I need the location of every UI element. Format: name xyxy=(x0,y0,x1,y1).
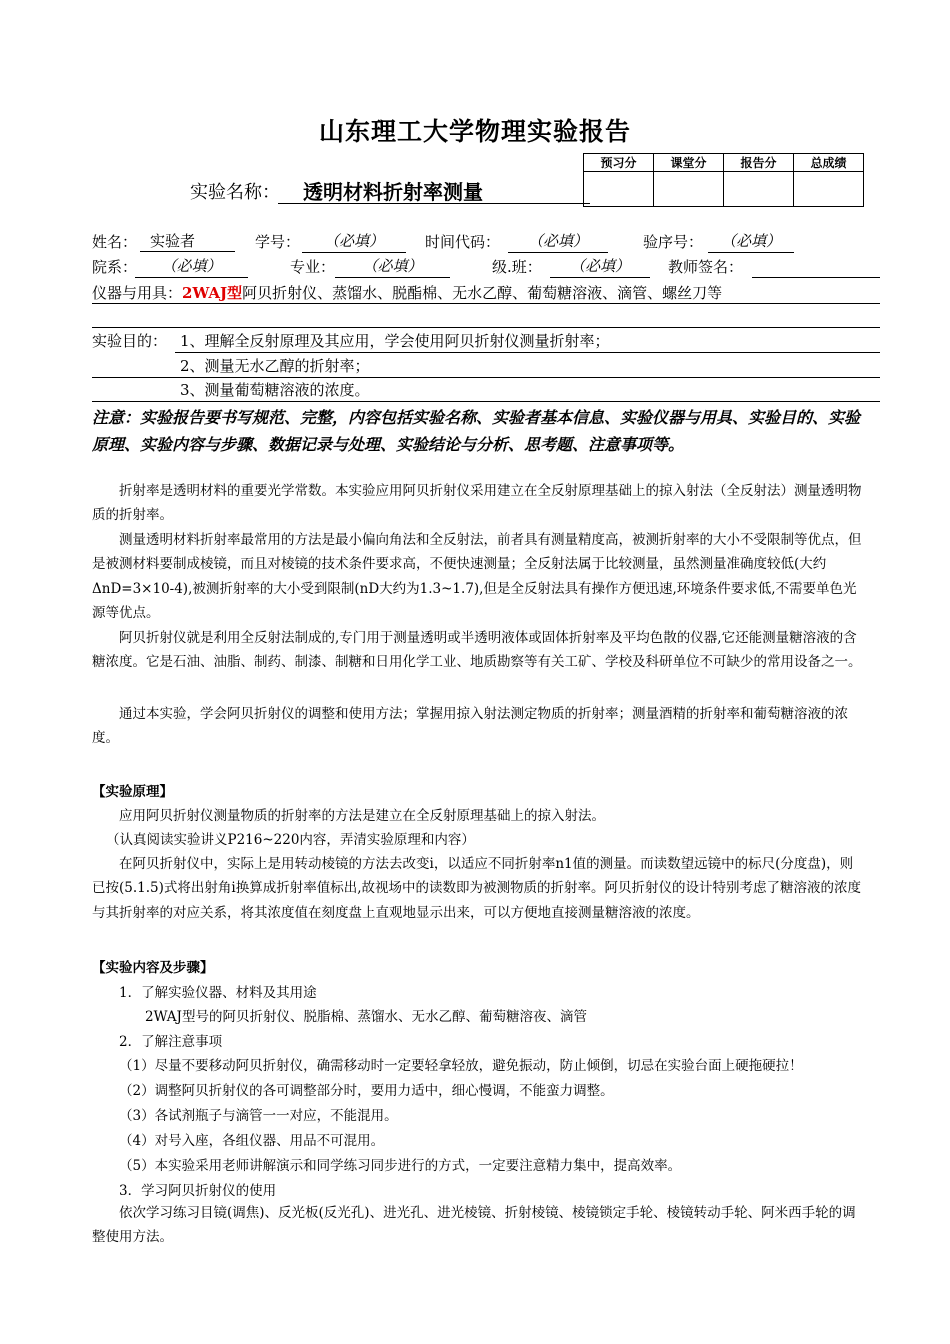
purpose-item-1: 1、理解全反射原理及其应用，学会使用阿贝折射仪测量折射率； xyxy=(180,332,610,350)
score-header-total: 总成绩 xyxy=(794,154,864,172)
score-table xyxy=(583,153,864,207)
student-id-label: 学号： xyxy=(255,233,301,251)
intro-paragraph-4: 通过本实验，学会阿贝折射仪的调整和使用方法；掌握用掠入射法测定物质的折射率；测量酒精的折射率和葡萄糖溶液的浓度。 xyxy=(92,706,848,747)
teacher-signature-field[interactable] xyxy=(752,256,880,278)
note-3: （3）各试剂瓶子与滴管一一对应，不能混用。 xyxy=(119,1108,398,1124)
student-id-field[interactable]: （必填） xyxy=(302,231,406,253)
report-title: 山东理工大学物理实验报告 xyxy=(318,117,631,146)
note-5: （5）本实验采用老师讲解演示和同学练习同步进行的方式，一定要注意精力集中，提高效率。 xyxy=(119,1158,682,1174)
principle-paragraph: 在阿贝折射仪中，实际上是用转动棱镜的方法去改变i，以适应不同折射率n1值的测量。而读数望远镜中的标尺(分度盘)，则已按(5.1.5)式将出射角i换算成折射率值标出,故视场中的读数即为被测物质的折射率。阿贝折射仪的设计特别考虑了糖溶液的浓度与其折射率的对应关系，将其浓度值在刻度盘上直观地显示出来，可以方便地直接测量糖溶液的浓度。 xyxy=(92,856,861,921)
class-field[interactable]: （必填） xyxy=(550,256,650,278)
time-code-label: 时间代码： xyxy=(425,233,501,251)
step-3-detail: 依次学习练习目镜(调焦)、反光板(反光孔)、进光孔、进光棱镜、折射棱镜、棱镜锁定手轮、棱镜转动手轮、阿米西手轮的调整使用方法。 xyxy=(92,1205,856,1246)
major-field[interactable]: （必填） xyxy=(335,256,450,278)
instruments-row xyxy=(92,283,722,303)
score-cell-class[interactable] xyxy=(654,172,724,207)
purpose-item-3: 3、测量葡萄糖溶液的浓度。 xyxy=(180,381,370,399)
major-label: 专业： xyxy=(290,258,336,276)
principle-heading: 【实验原理】 xyxy=(92,784,173,800)
name-field[interactable]: 实验者 xyxy=(140,231,235,252)
principle-line-1: 应用阿贝折射仪测量物质的折射率的方法是建立在全反射原理基础上的掠入射法。 xyxy=(119,808,605,824)
divider xyxy=(92,401,880,402)
name-label: 姓名： xyxy=(92,233,138,251)
intro-paragraph-3: 阿贝折射仪就是利用全反射法制成的,专门用于测量透明或半透明液体或固体折射率及平均色散的仪器,它还能测量糖溶液的含糖浓度。它是石油、油脂、制药、制漆、制糖和日用化学工业、地质勘察等有关工矿、学校及科研单位不可缺少的常用设备之一。 xyxy=(92,630,862,671)
step-1-detail: 2WAJ型号的阿贝折射仪、脱脂棉、蒸馏水、无水乙醇、葡萄糖溶夜、滴管 xyxy=(145,1009,587,1025)
intro-paragraph-1: 折射率是透明材料的重要光学常数。本实验应用阿贝折射仪采用建立在全反射原理基础上的掠入射法（全反射法）测量透明物质的折射率。 xyxy=(92,483,862,524)
dept-label: 院系： xyxy=(92,258,138,276)
note-4: （4）对号入座，各组仪器、用品不可混用。 xyxy=(119,1133,385,1149)
purpose-label: 实验目的： xyxy=(92,332,168,350)
intro-paragraph-2: 测量透明材料折射率最常用的方法是最小偏向角法和全反射法，前者具有测量精度高，被测折射率的大小不受限制等优点，但是被测材料要制成棱镜，而且对棱镜的技术条件要求高，不便快速测量；全反射法属于比较测量，虽然测量准确度较低(大约ΔnD=3×10-4),被测折射率的大小受到限制(nD大约为1.3~1.7),但是全反射法具有操作方便迅速,环境条件要求低,不需要单色光源等优点。 xyxy=(92,532,862,621)
steps-heading: 【实验内容及步骤】 xyxy=(92,960,214,976)
step-3: 3．学习阿贝折射仪的使用 xyxy=(119,1183,277,1199)
score-cell-report[interactable] xyxy=(724,172,794,207)
note-1: （1）尽量不要移动阿贝折射仪，确需移动时一定要轻拿轻放，避免振动，防止倾倒，切忌在实验台面上硬拖硬拉！ xyxy=(119,1058,803,1074)
divider xyxy=(92,377,880,378)
divider xyxy=(92,303,880,304)
score-header-report: 报告分 xyxy=(724,154,794,172)
notice-text: 注意：实验报告要书写规范、完整，内容包括实验名称、实验者基本信息、实验仪器与用具、实验目的、实验原理、实验内容与步骤、数据记录与处理、实验结论与分析、思考题、注意事项等。 xyxy=(92,408,861,454)
experiment-name-label: 实验名称： xyxy=(190,182,280,203)
experiment-name-value: 透明材料折射率测量 xyxy=(278,176,590,204)
instruments-model: 2WAJ型 xyxy=(182,284,243,302)
divider xyxy=(175,352,880,353)
seq-field[interactable]: （必填） xyxy=(708,231,794,253)
seq-label: 验序号： xyxy=(643,233,704,251)
purpose-item-2: 2、测量无水乙醇的折射率； xyxy=(180,357,370,375)
step-1: 1．了解实验仪器、材料及其用途 xyxy=(119,985,317,1001)
class-label: 级.班： xyxy=(492,258,542,276)
dept-field[interactable]: （必填） xyxy=(135,256,248,278)
instruments-label: 仪器与用具： xyxy=(92,284,183,302)
principle-line-2: （认真阅读实验讲义P216~220内容，弄清实验原理和内容） xyxy=(106,832,475,848)
teacher-label: 教师签名： xyxy=(668,258,744,276)
score-cell-total[interactable] xyxy=(794,172,864,207)
instruments-text: 阿贝折射仪、蒸馏水、脱酯棉、无水乙醇、葡萄糖溶液、滴管、螺丝刀等 xyxy=(242,284,723,302)
note-2: （2）调整阿贝折射仪的各可调整部分时，要用力适中，细心慢调，不能蛮力调整。 xyxy=(119,1083,614,1099)
score-header-class: 课堂分 xyxy=(654,154,724,172)
divider xyxy=(92,327,880,328)
time-code-field[interactable]: （必填） xyxy=(508,231,608,253)
score-header-preview: 预习分 xyxy=(584,154,654,172)
step-2: 2．了解注意事项 xyxy=(119,1034,223,1050)
score-cell-preview[interactable] xyxy=(584,172,654,207)
